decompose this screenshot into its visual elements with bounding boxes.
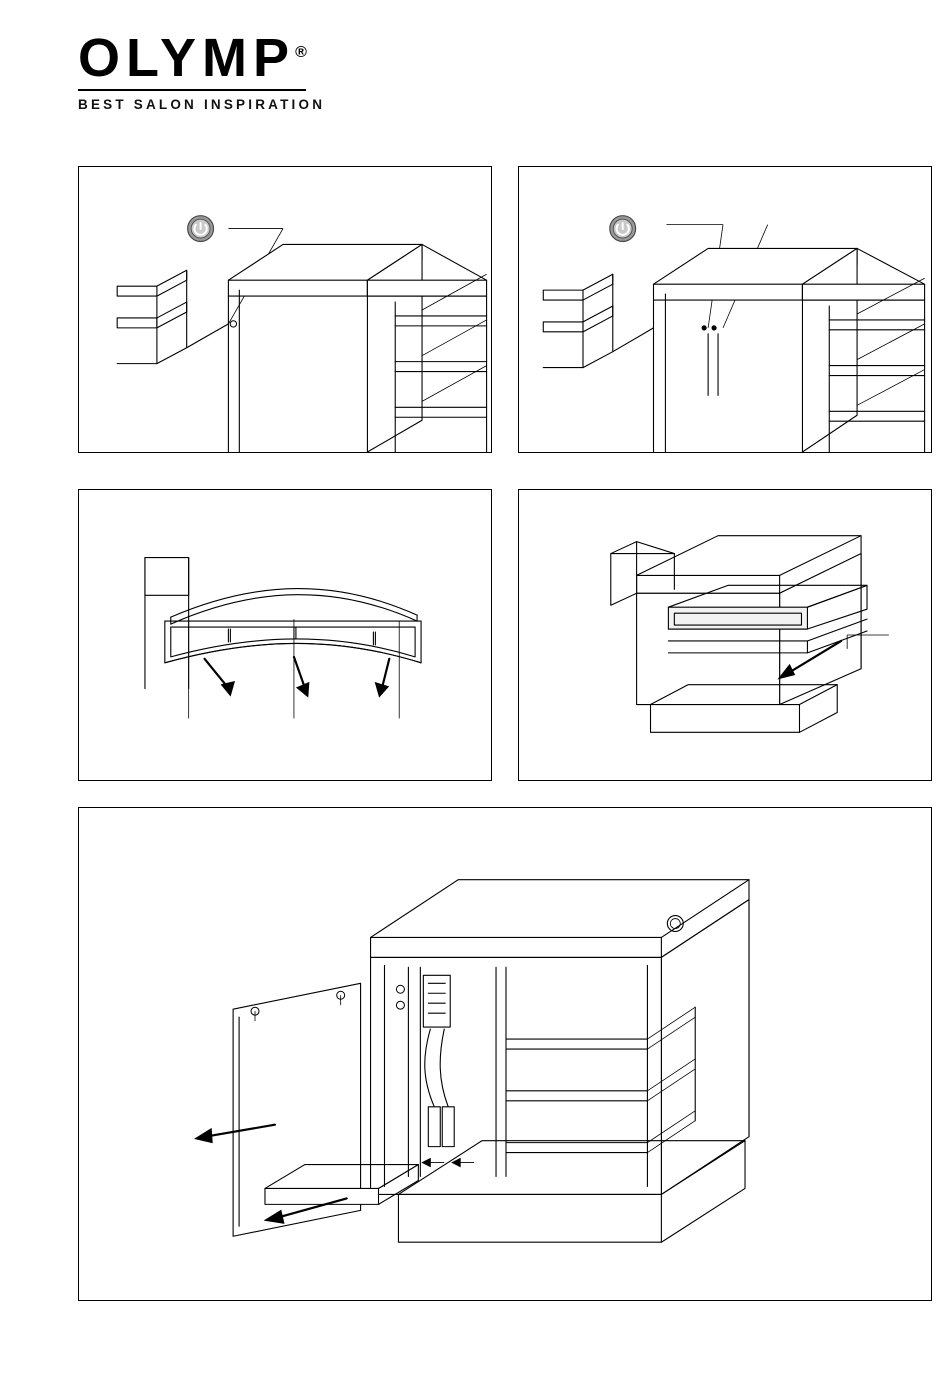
power-icon: [188, 216, 214, 242]
screw-point: [702, 325, 707, 330]
power-icon: [610, 216, 636, 242]
brand-tagline: BEST SALON INSPIRATION: [78, 97, 326, 112]
registered-mark: ®: [295, 44, 307, 61]
brand-name: [78, 24, 307, 87]
logo-divider: [78, 89, 306, 91]
removal-arrow: [294, 657, 309, 697]
brand-name-text: OLYMP: [78, 28, 296, 88]
hinge-screw: [396, 1001, 404, 1009]
panel-drawer-removal-isometric: [518, 489, 932, 781]
panel-detail-single-screw: [78, 166, 492, 453]
hinge-screw: [396, 985, 404, 993]
removal-arrow: [375, 659, 389, 697]
panel-detail-double-screw: [518, 166, 932, 453]
brand-logo: [78, 24, 398, 112]
removal-arrow: [205, 659, 235, 696]
panel-drawer-front-removal: [78, 489, 492, 781]
panel-cabinet-exploded: [78, 807, 932, 1301]
screw-point: [230, 321, 236, 327]
screw-point: [711, 325, 716, 330]
